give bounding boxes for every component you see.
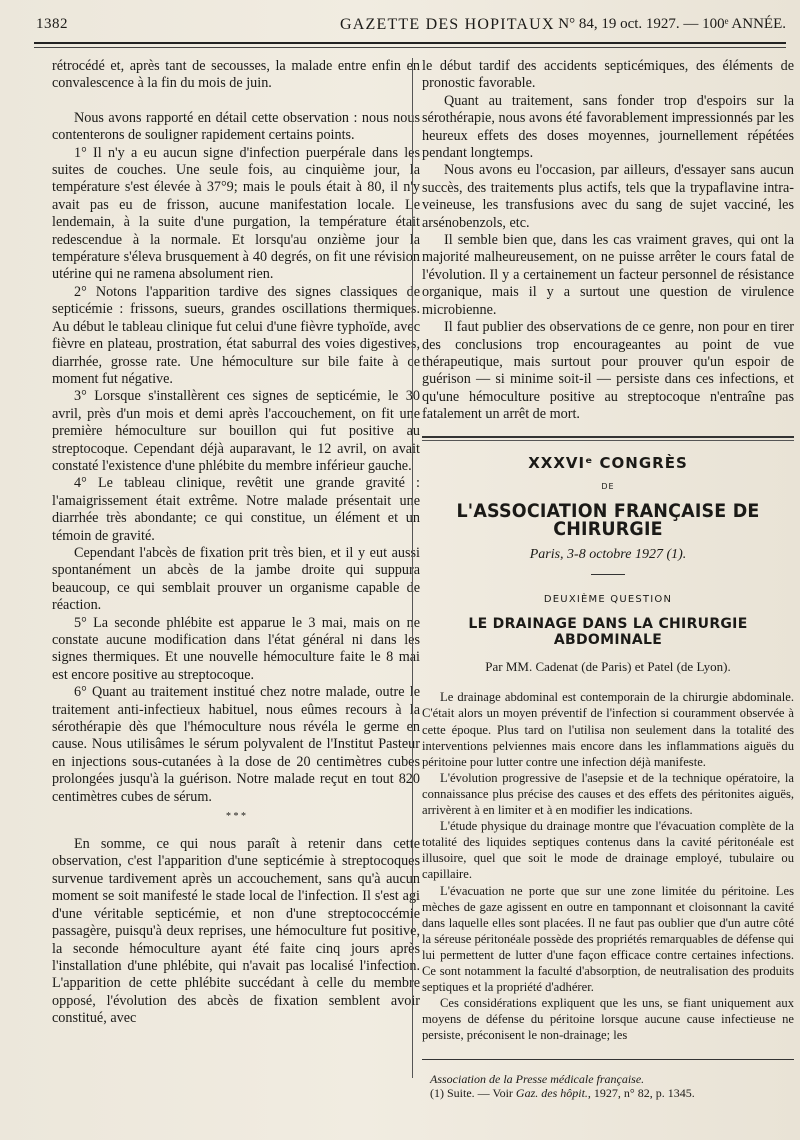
column-divider [412,58,413,1078]
paragraph: L'étude physique du drainage montre que l'évacuation complète de la totalité des liquides septiques contenus dans la cavité péritonéale est illusoire, quel que soit le mode de drainage employé, tubulaire ou capillaire. [422,819,794,882]
footnote-rule [422,1059,794,1060]
footnote-association: Association de la Presse médicale française. [430,1072,645,1087]
paragraph: 1° Il n'y a eu aucun signe d'infection puerpérale dans les suites de couches. Une seule fois, au cinquième jour, la température s'est élevée à 37°9; mais le pouls était à 80, il n'y avait pas eu de frisson, aucune manifestation locale. Le lendemain, à la suite d'une purgation, la température était redescendue à la normale. Et lorsqu'au onzième jour la température s'éleva brusquement à 40 degrés, on fit une révision utérine qui ne ramena absolument rien. [52,144,420,283]
article-title-line1: LE DRAINAGE DANS LA CHIRURGIE [468,615,748,632]
short-rule [591,574,625,575]
article-authors: Par MM. Cadenat (de Paris) et Patel (de Lyon). [485,658,731,674]
footnote-suffix: , 1927, n° 82, p. 1345. [587,1086,695,1101]
issue-info: N° 84, 19 oct. 1927. — 100ᵉ ANNÉE. [558,16,786,32]
paragraph: Ces considérations expliquent que les uns, se fiant uniquement aux moyens de défense du péritoine lorsque aucune cause infectieuse ne persiste, préconisent le non-drainage; les [422,996,794,1043]
congress-title: XXXVIᵉ CONGRÈS [528,453,688,472]
section-rule-thin [422,440,794,441]
paragraph: Nous avons rapporté en détail cette observation : nous nous contenterons de souligner rapidement certains points. [52,109,420,144]
paragraph: le début tardif des accidents septicémiques, des éléments de pronostic favorable. [422,58,794,92]
footnotes [422,1072,794,1100]
footnote-prefix: (1) Suite. — Voir [430,1086,516,1101]
paragraph: Il faut publier des observations de ce genre, non pour en tirer des conclusions trop encourageantes au point de vue thérapeutique, mais surtout pour prouver qu'un espoir de guérison — si minime soit-il — persiste dans ces infections, et qu'une hémoculture positive au streptocoque n'entraîne pas fatalement un arrêt de mort. [422,319,794,423]
header-rule-thin [34,47,786,48]
page-header [30,14,786,38]
article-body [422,689,794,1043]
page-number: 1382 [36,16,68,32]
paragraph: Nous avons eu l'occasion, par ailleurs, d'essayer sans aucun succès, des traitements plus actifs, tels que la trypaflavine intra-veineuse, les transfusions avec du sang de sujet vacciné, les arsénobenzols, etc. [422,162,794,231]
right-column [422,58,794,1100]
paragraph: 2° Notons l'apparition tardive des signes classiques de septicémie : frissons, sueurs, grandes oscillations thermiques. Au début le tableau clinique fut celui d'une fièvre typhoïde, avec fièvre en plateau, prostration, état saburral des voies digestives, diarrhée, grosse rate. Une hémoculture sur bile faite à ce moment fut négative. [52,283,420,387]
congress-dateline: Paris, 3-8 octobre 1927 (1). [529,547,687,563]
paragraph: 3° Lorsque s'installèrent ces signes de septicémie, le 30 avril, près d'un mois et demi après l'accouchement, on fit une première hémoculture sur bouillon qui fut positive au streptocoque. Cependant déjà auparavant, le 12 avril, on avait constaté l'existence d'une phlébite du membre inférieur gauche. [52,388,420,474]
paragraph: Il semble bien que, dans les cas vraiment graves, qui ont la majorité malheureusement, on ne puisse arrêter le cours fatal de l'évolution. Il y a certainement un facteur personnel de résistance organique, mais il y a surtout une question de virulence microbienne. [422,232,794,318]
paragraph: rétrocédé et, après tant de secousses, la malade entre enfin en convalescence à la fin du mois de juin. [52,58,420,92]
paragraph: Quant au traitement, sans fonder trop d'espoirs sur la sérothérapie, nous avons été favorablement impressionnés par les heureux effets des doses moyennes, journellement répétées pendant longtemps. [422,92,794,162]
footnote-journal: Gaz. des hôpit. [515,1086,588,1101]
association-title: L'ASSOCIATION FRANÇAISE DE CHIRURGIE [456,500,760,540]
paragraph: L'évacuation ne porte que sur une zone limitée du péritoine. Les mèches de gaze agissent en outre en tamponnant et cloisonnant la cavité dans laquelle elles sont placées. Il ne faut pas oublier que d'un autre côté la séreuse péritonéale possède des propriétés remarquables de défense qui lui permettent de lutter d'une façon efficace contre certaines infections. Ce sont notamment la faculté d'absorption, de neutralisation des produits septiques et la propriété d'adhérer. [422,883,794,995]
section-stars: * * * [226,811,246,823]
paragraph: 6° Quant au traitement institué chez notre malade, outre le traitement anti-infectieux habituel, nous eûmes recours à la sérothérapie dès que l'hémoculture nous révéla le germe en cause. Nous utilisâmes le sérum polyvalent de l'Institut Pasteur en injections sous-cutanées à la dose de 20 centimètres cubes prolongées jusqu'à la guérison. Notre malade reçut en tout 820 centimètres cubes de sérum. [52,684,420,805]
question-label: DEUXIÈME QUESTION [543,593,673,605]
paragraph: En somme, ce qui nous paraît à retenir dans cette observation, c'est l'apparition d'une septicémie à streptocoques survenue tardivement après un accouchement, sans qu'à aucun moment se soit manifesté le stade local de l'infection. Il s'est agi d'une véritable septicémie, et non d'une streptococcémie passagère, puisqu'à deux reprises, une hémoculture fut positive, la seconde hémoculture ayant été faite cinq jours après l'installation d'une phlébite, qui n'avait pas localisé l'infection. L'apparition de cette phlébite succédant à celle du membre opposé, l'évolution des abcès de fixation semblent avoir constitué, avec [52,836,420,1027]
article-title-line2: ABDOMINALE [553,631,663,648]
section-rule [422,436,794,438]
congress-de: DE [601,481,615,491]
header-rule [34,42,786,44]
journal-title: GAZETTE DES HOPITAUX [340,16,555,33]
footnote-reference [430,1086,794,1100]
paragraph: 5° La seconde phlébite est apparue le 3 mai, mais on ne constate aucune modification dans l'état général ni dans les signes thermiques. Et une nouvelle hémoculture faite le 8 mai est encore positive au streptocoque. [52,614,420,683]
left-column [52,58,420,1028]
paragraph: L'évolution progressive de l'asepsie et de la technique opératoire, la connaissance plus précise des causes et des effets des péritonites aiguës, arrivèrent à en limiter et à en modifier les indications. [422,770,794,818]
paragraph: 4° Le tableau clinique, revêtit une grande gravité : l'amaigrissement était extrême. Notre malade présentait une diarrhée très abondante; ce qui constitue, un élément et un témoin de gravité. [52,475,420,544]
paragraph: Cependant l'abcès de fixation prit très bien, et il y eut aussi spontanément un abcès de la jambe droite qui suppura beaucoup, ce qui semblait prouver un organisme capable de réaction. [52,544,420,614]
paragraph: Le drainage abdominal est contemporain de la chirurgie abdominale. C'était alors un moyen préventif de l'infection si couramment observée à cette époque. Plus tard on l'utilisa non seulement dans la totalité des interventions pelviennes mais encore dans les inflammations aiguës du péritoine pour lutter contre une infection déjà manifeste. [422,690,794,769]
